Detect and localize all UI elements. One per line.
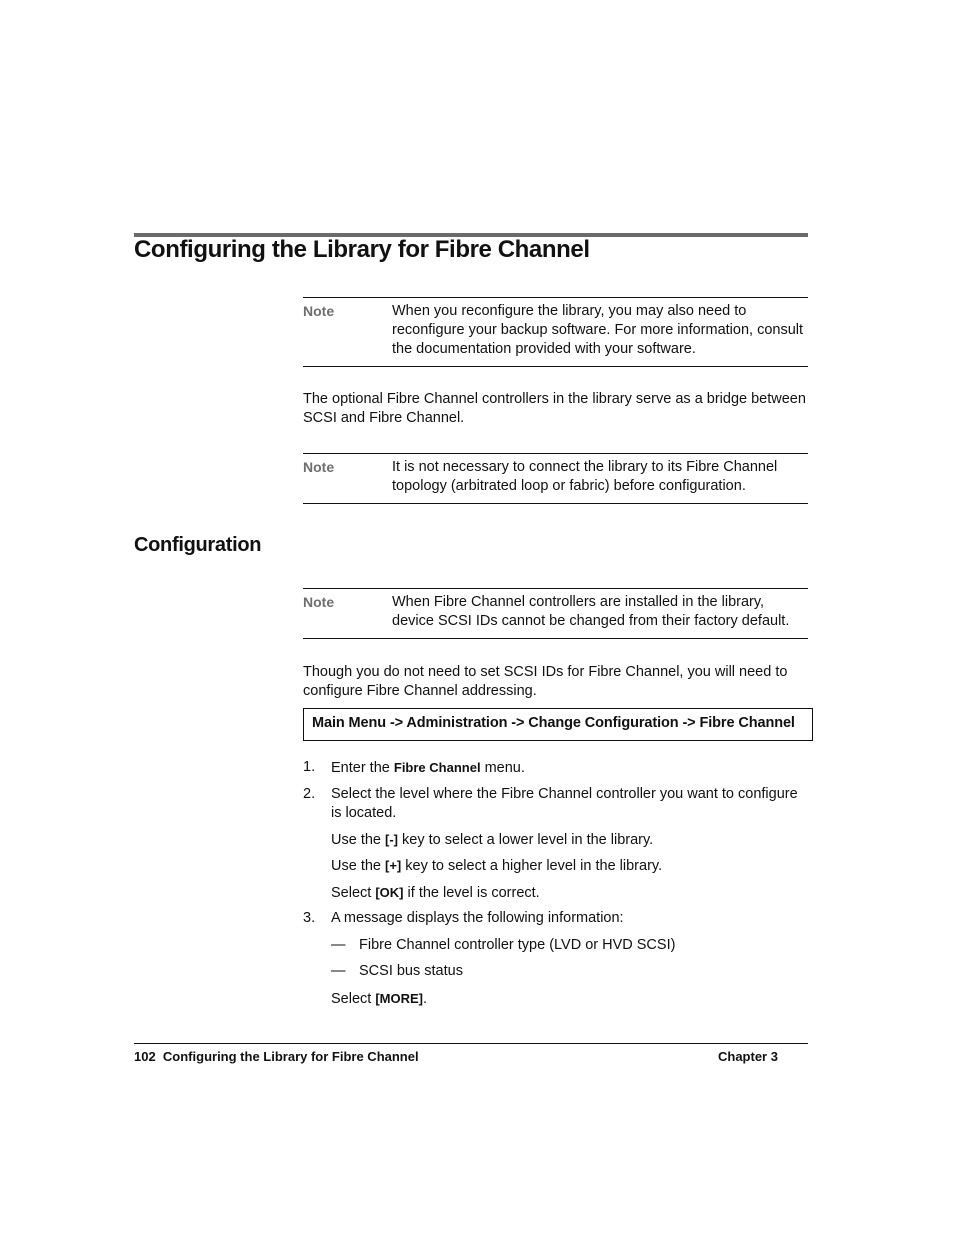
note-label-3: Note [303, 594, 335, 610]
note-text-1: When you reconfigure the library, you may also need to reconfigure your backup software. For more information, consult the documentation provided with your software. [392, 303, 804, 357]
step-1-text [331, 758, 811, 778]
footer-page-title: 102 Configuring the Library for Fibre Channel [134, 1049, 419, 1064]
step-2-sub-3-pre: Select [331, 885, 376, 901]
step-1-number: 1. [303, 759, 316, 775]
step-2-sub-2-post: key to select a higher level in the library. [401, 858, 663, 874]
note-box-1 [303, 297, 808, 367]
more-key: [MORE] [375, 991, 424, 1006]
section-heading-configuration: Configuration [134, 534, 262, 556]
step-2-text: Select the level where the Fibre Channel controller you want to configure is located. [331, 786, 798, 821]
step-3-number: 3. [303, 910, 316, 926]
minus-key: [-] [385, 832, 398, 847]
note-box-3 [303, 588, 808, 639]
page-title: Configuring the Library for Fibre Channel [134, 236, 590, 263]
ok-key: [OK] [375, 885, 404, 900]
intro-paragraph: The optional Fibre Channel controllers in the library serve as a bridge between SCSI and Fibre Channel. [303, 391, 806, 426]
fibre-channel-menu-key: Fibre Channel [393, 760, 481, 775]
step-2-sub-1-pre: Use the [331, 832, 385, 848]
footer-rule [134, 1043, 808, 1044]
menu-path-box: Main Menu -> Administration -> Change Configuration -> Fibre Channel [303, 708, 813, 741]
step-1-post: menu. [480, 760, 525, 776]
footer-chapter: Chapter 3 [718, 1049, 778, 1064]
bullet-item: SCSI bus status [359, 963, 463, 979]
step-2-sub-1 [331, 830, 811, 850]
config-intro-paragraph: Though you do not need to set SCSI IDs for Fibre Channel, you will need to configure Fibre Channel addressing. [303, 664, 788, 699]
note-label-1: Note [303, 303, 335, 319]
step-2-sub-1-post: key to select a lower level in the library. [398, 832, 654, 848]
step-1-pre: Enter the [331, 760, 394, 776]
note-label-2: Note [303, 459, 335, 475]
plus-key: [+] [385, 858, 402, 873]
note-text-3: When Fibre Channel controllers are installed in the library, device SCSI IDs cannot be changed from their factory default. [392, 594, 790, 629]
bullet-dash: — [331, 963, 346, 979]
step-2-sub-2-pre: Use the [331, 858, 385, 874]
step-2-number: 2. [303, 786, 316, 802]
bullet-item: Fibre Channel controller type (LVD or HVD SCSI) [359, 937, 676, 953]
step-2-sub-3-post: if the level is correct. [403, 885, 540, 901]
note-text-2: It is not necessary to connect the library to its Fibre Channel topology (arbitrated loop or fabric) before configuration. [392, 459, 778, 494]
step-2-sub-3 [331, 883, 811, 903]
step-3-final [331, 989, 811, 1009]
note-box-2 [303, 453, 808, 504]
step-3-final-pre: Select [331, 991, 376, 1007]
step-3-final-post: . [423, 991, 428, 1007]
bullet-dash: — [331, 937, 346, 953]
step-3-text: A message displays the following information: [331, 910, 624, 926]
step-2-sub-2 [331, 856, 811, 876]
